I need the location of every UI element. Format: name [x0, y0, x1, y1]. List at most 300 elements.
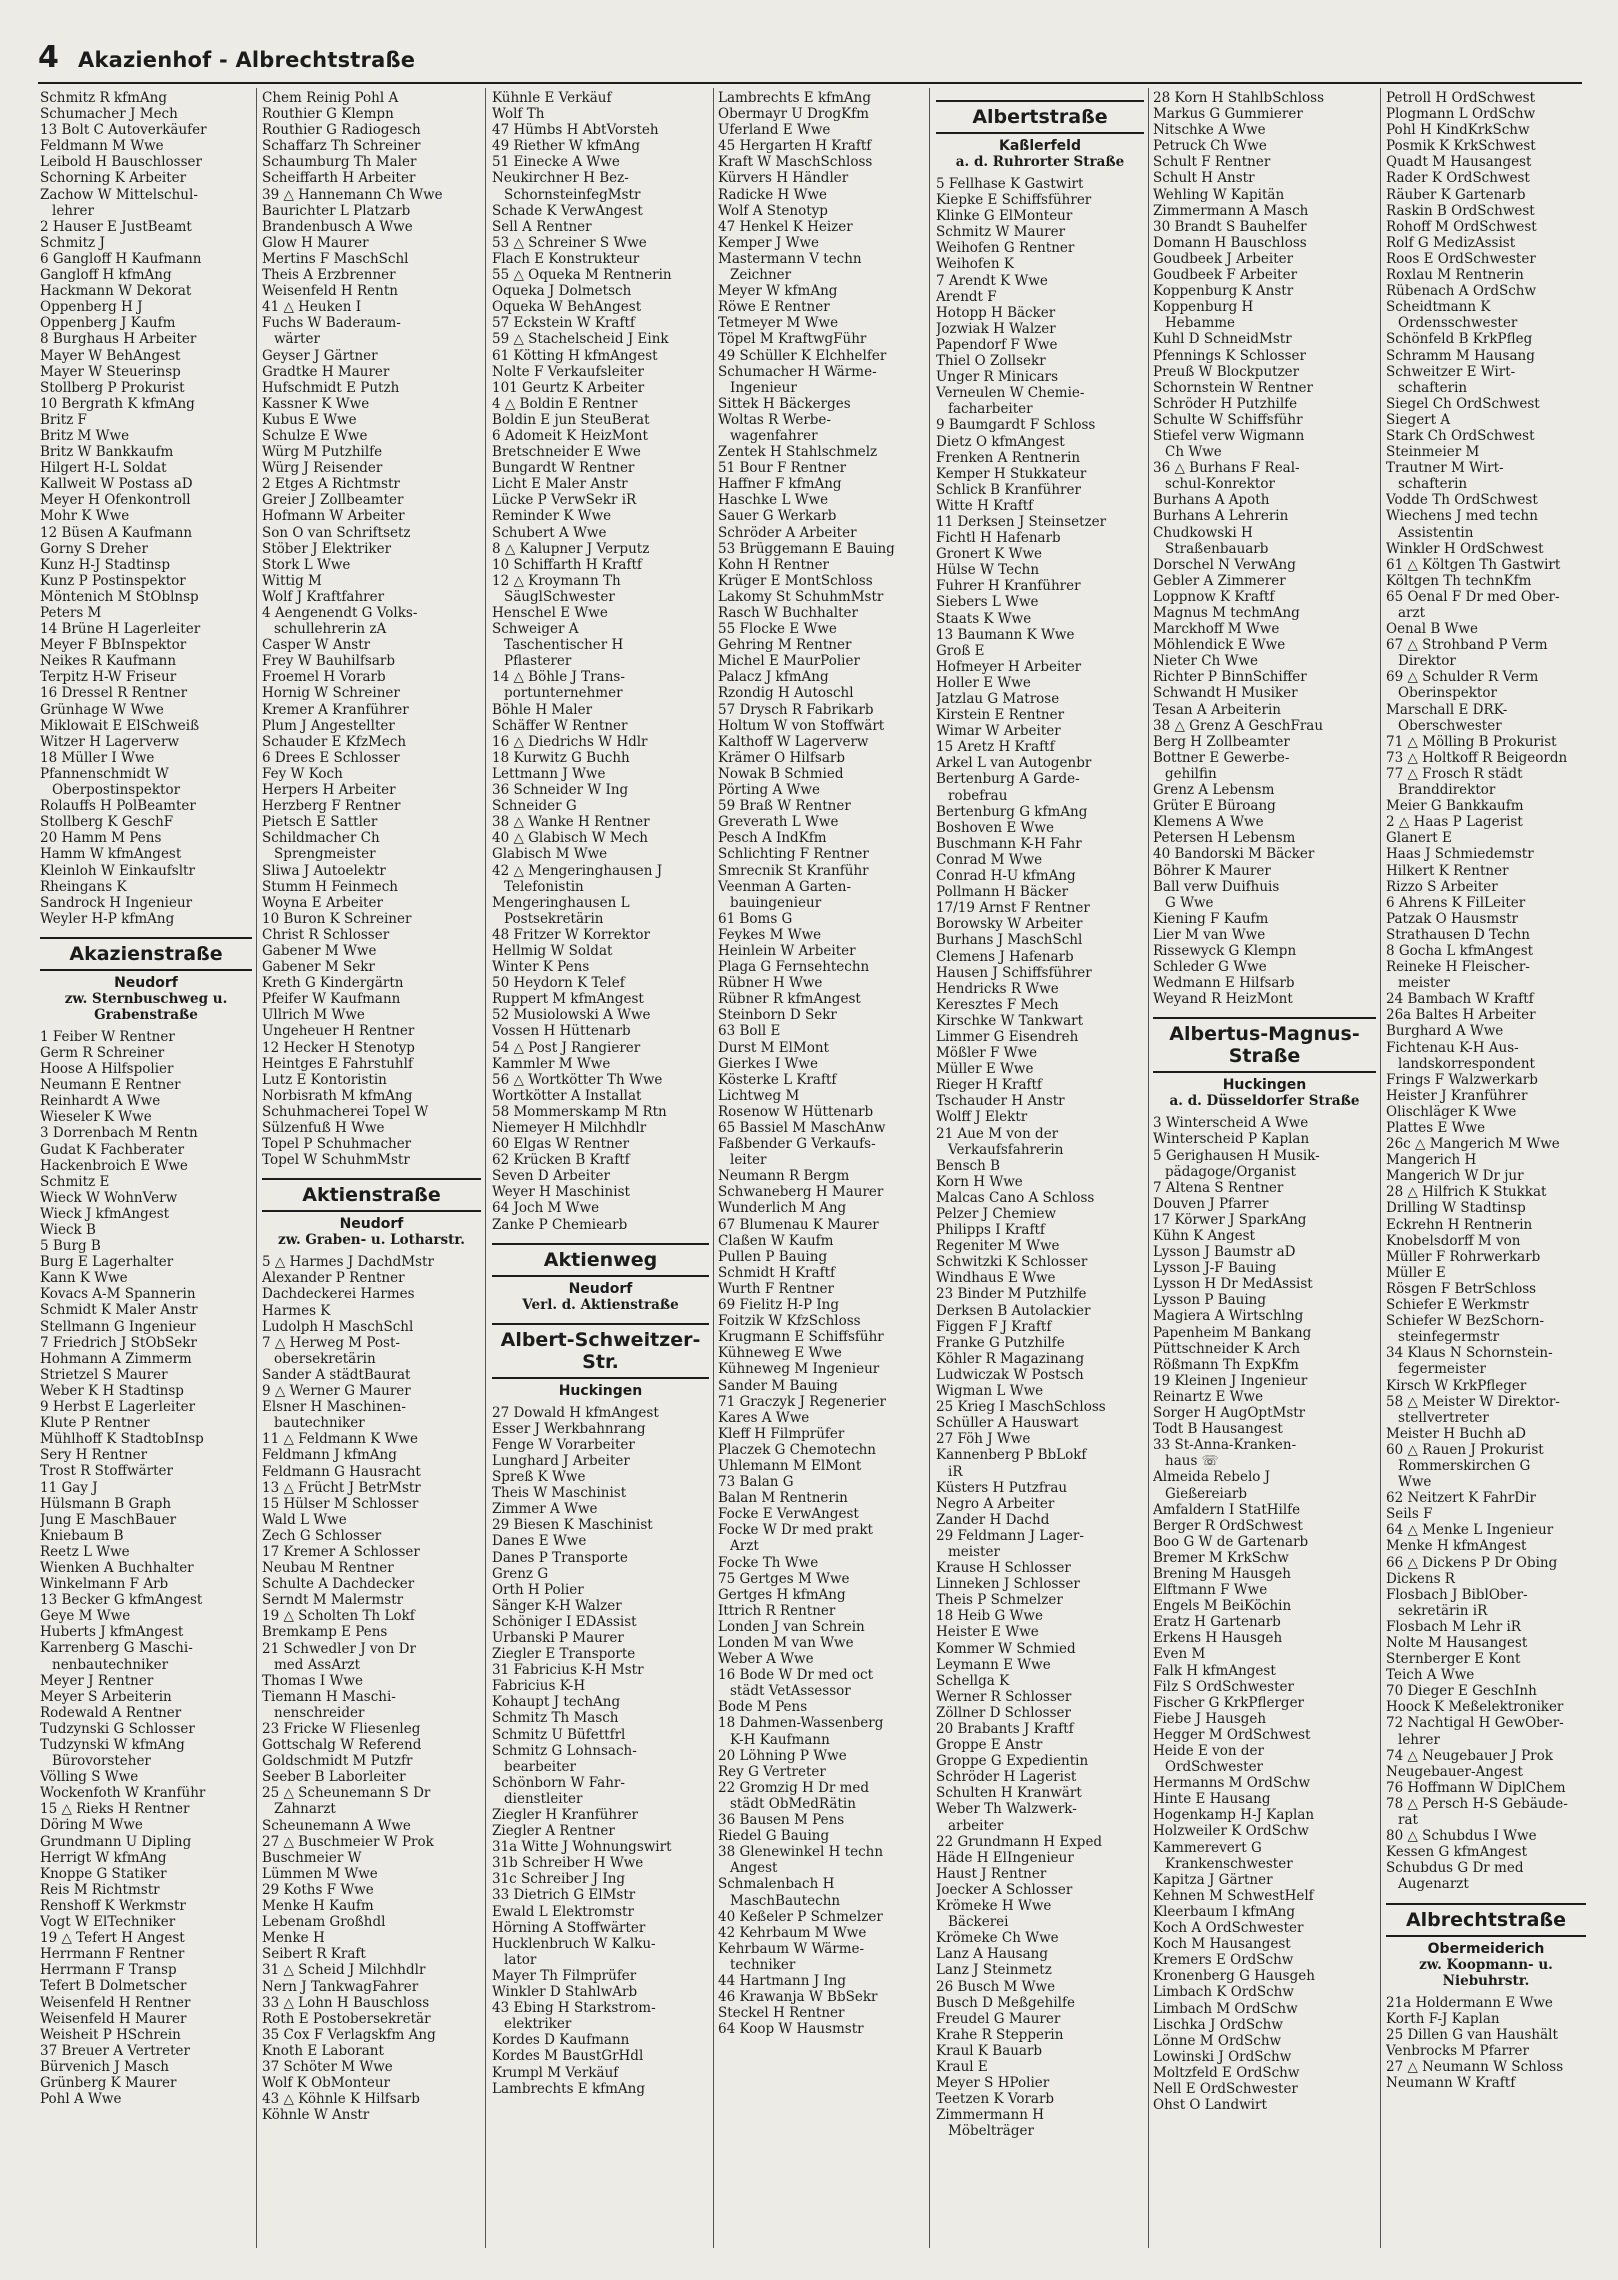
resident-entry: Neumann R Bergm — [718, 1168, 850, 1185]
resident-entry: Mangerich H — [1386, 1152, 1477, 1169]
resident-entry: Chudkowski H — [1153, 524, 1253, 541]
entry-continuation: Assistentin — [1398, 524, 1474, 541]
resident-entry: Glabisch M Wwe — [492, 846, 608, 863]
resident-entry: Hülsmann B Graph — [40, 1495, 172, 1512]
entry-continuation: Ingenieur — [730, 379, 797, 396]
resident-entry: Lunghard J Arbeiter — [492, 1452, 630, 1469]
resident-entry: Esser J Werkbahnrang — [492, 1420, 646, 1437]
resident-entry: Seven D Arbeiter — [492, 1168, 610, 1185]
resident-entry: 26a Baltes H Arbeiter — [1386, 1007, 1536, 1024]
resident-entry: 73 △ Holtkoff R Beigeordn — [1386, 749, 1568, 766]
resident-entry: Klute P Rentner — [40, 1415, 150, 1432]
resident-entry: Kohaupt J techAng — [492, 1694, 621, 1711]
resident-entry: Feldmann G Hausracht — [262, 1463, 421, 1480]
resident-entry: Ewald L Elektromstr — [492, 1903, 634, 1920]
resident-entry: 5 △ Harmes J DachdMstr — [262, 1254, 434, 1271]
resident-entry: 56 △ Wortkötter Th Wwe — [492, 1071, 663, 1088]
resident-entry: Keresztes F Mech — [936, 996, 1059, 1013]
resident-entry: Frings F Walzwerkarb — [1386, 1071, 1538, 1088]
resident-entry: 65 Oenal F Dr med Ober- — [1386, 588, 1560, 605]
resident-entry: 42 Kehrbaum M Wwe — [718, 1924, 867, 1941]
resident-entry: 2 Hauser E JustBeamt — [40, 218, 192, 235]
entry-continuation: Hebamme — [1165, 315, 1236, 332]
resident-entry: Fenge W Vorarbeiter — [492, 1436, 635, 1453]
resident-entry: Schuhmacherei Topel W — [262, 1103, 429, 1120]
resident-entry: Reetz L Wwe — [40, 1543, 130, 1560]
resident-entry: Frey W Bauhilfsarb — [262, 653, 395, 670]
district-label: Neudorf — [114, 974, 178, 991]
resident-entry: Fuchs W Baderaum- — [262, 315, 401, 332]
resident-entry: 71 Graczyk J Regenerier — [718, 1393, 886, 1410]
resident-entry: Kiening F Kaufm — [1153, 910, 1269, 927]
resident-entry: Petersen H Lebensm — [1153, 830, 1296, 847]
resident-entry: Mayer W Steuerinsp — [40, 363, 181, 380]
resident-entry: 8 △ Kalupner J Verputz — [492, 540, 650, 557]
resident-entry: 65 Bassiel M MaschAnw — [718, 1120, 886, 1136]
resident-entry: Verneulen W Chemie- — [936, 385, 1085, 402]
resident-entry: Rissewyck G Klempn — [1153, 942, 1297, 959]
resident-entry: Heister E Wwe — [936, 1624, 1039, 1641]
resident-entry: Brening M Hausgeh — [1153, 1565, 1291, 1582]
resident-entry: Müller E Wwe — [936, 1061, 1034, 1078]
resident-entry: Tudzynski G Schlosser — [40, 1720, 195, 1737]
resident-entry: Trautner M Wirt- — [1386, 460, 1504, 477]
resident-entry: Schulten H Kranwärt — [936, 1785, 1082, 1802]
resident-entry: Rösgen F BetrSchloss — [1386, 1280, 1537, 1297]
resident-entry: Woyna E Arbeiter — [262, 894, 383, 911]
resident-entry: Hausen J Schiffsführer — [936, 964, 1092, 981]
resident-entry: Küsters H Putzfrau — [936, 1479, 1068, 1496]
resident-entry: 38 △ Grenz A GeschFrau — [1153, 717, 1324, 734]
resident-entry: Fiebe J Hausgeh — [1153, 1710, 1267, 1727]
resident-entry: Haffner F kfmAng — [718, 476, 842, 493]
resident-entry: Linneken J Schlosser — [936, 1576, 1080, 1593]
resident-entry: Weisenfeld H Rentner — [40, 1994, 191, 2011]
resident-entry: Schulze E Wwe — [262, 427, 368, 444]
resident-entry: Zanke P Chemiearb — [492, 1216, 628, 1233]
resident-entry: 61 Kötting H kfmAngest — [492, 347, 658, 364]
resident-entry: Schubdus G Dr med — [1386, 1860, 1524, 1877]
entry-continuation: Oberpostinspektor — [52, 782, 181, 799]
resident-entry: Köhler R Magazinang — [936, 1350, 1085, 1367]
entry-continuation: meister — [948, 1543, 1000, 1560]
resident-entry: Regeniter M Wwe — [936, 1238, 1060, 1255]
entry-continuation: gehilfin — [1165, 765, 1217, 782]
resident-entry: Hackmann W Dekorat — [40, 283, 192, 300]
resident-entry: 17 Kremer A Schlosser — [262, 1543, 420, 1560]
resident-entry: 67 Blumenau K Maurer — [718, 1216, 879, 1233]
resident-entry: Rasch W Buchhalter — [718, 605, 858, 621]
entry-continuation: Sprengmeister — [274, 846, 376, 863]
resident-entry: Döring M Wwe — [40, 1817, 143, 1834]
resident-entry: 11 △ Feldmann K Wwe — [262, 1431, 419, 1448]
resident-entry: Theis A Erzbrenner — [262, 267, 396, 284]
resident-entry: Mößler F Wwe — [936, 1045, 1038, 1062]
resident-entry: Schwandt H Musiker — [1153, 685, 1298, 702]
resident-entry: Ohst O Landwirt — [1153, 2097, 1267, 2114]
page-number: 4 — [38, 40, 59, 75]
resident-entry: 36 Schneider W Ing — [492, 782, 629, 799]
resident-entry: Rodewald A Rentner — [40, 1704, 182, 1721]
resident-entry: Rübner R kfmAngest — [718, 991, 861, 1008]
resident-entry: Feldmann J kfmAng — [262, 1447, 397, 1464]
resident-entry: Lanz A Hausang — [936, 1946, 1048, 1963]
resident-entry: 63 Boll E — [718, 1023, 781, 1040]
resident-entry: Woltas R Werbe- — [718, 411, 831, 428]
resident-entry: 69 △ Schulder R Verm — [1386, 669, 1539, 686]
resident-entry: Uhlemann M ElMont — [718, 1457, 862, 1474]
resident-entry: Kammerevert G — [1153, 1839, 1262, 1856]
resident-entry: Frenken A Rentnerin — [936, 449, 1081, 466]
resident-entry: Kleerbaum I kfmAng — [1153, 1903, 1296, 1920]
resident-entry: Zech G Schlosser — [262, 1527, 382, 1544]
resident-entry: 9 Baumgardt F Schloss — [936, 417, 1096, 434]
resident-entry: Steckel H Rentner — [718, 2005, 845, 2022]
resident-entry: Oenal B Wwe — [1386, 621, 1479, 638]
resident-entry: Krömeke Ch Wwe — [936, 1930, 1059, 1947]
resident-entry: Oqueka J Dolmetsch — [492, 283, 632, 300]
resident-entry: Lettmann J Wwe — [492, 765, 606, 782]
entry-continuation: schafterin — [1398, 379, 1468, 396]
resident-entry: Schmitz J — [40, 234, 105, 251]
resident-entry: Trost R Stoffwärter — [40, 1463, 174, 1480]
resident-entry: Krahe R Stepperin — [936, 2026, 1064, 2043]
entry-continuation: SäuglSchwester — [504, 588, 615, 605]
resident-entry: Hofmeyer H Arbeiter — [936, 658, 1082, 675]
resident-entry: Krömeke H Wwe — [936, 1898, 1052, 1915]
resident-entry: Papendorf F Wwe — [936, 336, 1058, 353]
resident-entry: Gebler A Zimmerer — [1153, 572, 1286, 589]
resident-entry: Würg J Reisender — [262, 460, 383, 477]
resident-entry: Riedel G Bauing — [718, 1828, 830, 1845]
resident-entry: Stumm H Feinmech — [262, 878, 399, 895]
resident-entry: Kreth G Kindergärtn — [262, 975, 404, 992]
resident-entry: Jung E MaschBauer — [40, 1511, 177, 1528]
resident-entry: 66 △ Dickens P Dr Obing — [1386, 1554, 1558, 1571]
resident-entry: Neikes R Kaufmann — [40, 653, 177, 670]
entry-continuation: städt VetAssessor — [730, 1683, 851, 1700]
resident-entry: Greier J Zollbeamter — [262, 492, 404, 509]
resident-entry: 31 Fabricius K-H Mstr — [492, 1662, 644, 1679]
resident-entry: Magiera A Wirtschlng — [1153, 1308, 1304, 1325]
resident-entry: Lanz J Steinmetz — [936, 1962, 1052, 1979]
resident-entry: Bremkamp E Pens — [262, 1624, 388, 1641]
entry-continuation: MaschBautechn — [730, 1892, 841, 1909]
resident-entry: 50 Heydorn K Telef — [492, 975, 625, 992]
resident-entry: Palacz J kfmAng — [718, 669, 829, 686]
resident-entry: 22 Gromzig H Dr med — [718, 1779, 870, 1796]
resident-entry: Bottner E Gewerbe- — [1153, 749, 1290, 766]
resident-entry: 9 Herbst E Lagerleiter — [40, 1399, 196, 1416]
resident-entry: Möhlendick E Wwe — [1153, 637, 1286, 654]
district-label: Obermeiderich — [1427, 1940, 1545, 1957]
resident-entry: Hotopp H Bäcker — [936, 304, 1056, 321]
resident-entry: Focke Th Wwe — [718, 1554, 819, 1571]
resident-entry: Kares A Wwe — [718, 1409, 810, 1426]
resident-entry: Karrenberg G Maschi- — [40, 1640, 193, 1657]
directory-column-2 — [262, 90, 481, 2250]
resident-entry: Kammler M Wwe — [492, 1055, 611, 1072]
resident-entry: Buschmann K-H Fahr — [936, 835, 1082, 852]
resident-entry: Brandenbusch A Wwe — [262, 218, 413, 235]
resident-entry: Pfeifer W Kaufmann — [262, 991, 401, 1008]
resident-entry: Krause H Schlosser — [936, 1560, 1071, 1577]
resident-entry: Hinte E Hausang — [1153, 1791, 1271, 1808]
resident-entry: Weber A Wwe — [718, 1651, 814, 1668]
resident-entry: Herrmann F Transp — [40, 1962, 177, 1979]
resident-entry: Schwaneberg H Maurer — [718, 1184, 884, 1201]
resident-entry: 10 Schiffarth H Kraftf — [492, 556, 642, 573]
resident-entry: Mertins F MaschSchl — [262, 250, 409, 267]
resident-entry: Rader K OrdSchwest — [1386, 170, 1530, 187]
resident-entry: 6 Drees E Schlosser — [262, 749, 400, 766]
resident-entry: Werner R Schlosser — [936, 1688, 1072, 1705]
resident-entry: Pfennings K Schlosser — [1153, 347, 1306, 364]
resident-entry: Korth F-J Kaplan — [1386, 2010, 1500, 2027]
resident-entry: Renshoff K Werkmstr — [40, 1897, 186, 1914]
resident-entry: 33 Dietrich G ElMstr — [492, 1887, 636, 1904]
resident-entry: Kannenberg P BbLokf — [936, 1447, 1087, 1464]
resident-entry: Rolauffs H PolBeamter — [40, 798, 196, 815]
resident-entry: Placzek G Chemotechn — [718, 1441, 876, 1458]
resident-entry: 27 △ Neumann W Schloss — [1386, 2058, 1564, 2075]
resident-entry: Tschauder H Anstr — [936, 1093, 1065, 1110]
resident-entry: Räuber K Gartenarb — [1386, 186, 1526, 203]
resident-entry: Kremers E OrdSchw — [1153, 1952, 1294, 1969]
resident-entry: 26 Busch M Wwe — [936, 1978, 1056, 1995]
resident-entry: Lambrechts E kfmAng — [718, 90, 872, 106]
resident-entry: 59 △ Stachelscheid J Eink — [492, 331, 669, 348]
entry-continuation: wärter — [274, 331, 320, 348]
resident-entry: Thomas I Wwe — [262, 1672, 363, 1689]
resident-entry: 42 △ Mengeringhausen J — [492, 862, 663, 879]
resident-entry: Schäffer W Rentner — [492, 717, 628, 734]
entry-continuation: wagenfahrer — [730, 427, 818, 444]
resident-entry: 28 Korn H StahlbSchloss — [1153, 90, 1325, 106]
resident-entry: 58 Mommerskamp M Rtn — [492, 1103, 667, 1120]
resident-entry: Wunderlich M Ang — [718, 1200, 847, 1217]
resident-entry: 13 Bolt C Autoverkäufer — [40, 122, 207, 139]
resident-entry: Urbanski P Maurer — [492, 1629, 624, 1646]
resident-entry: Olischläger K Wwe — [1386, 1103, 1517, 1120]
resident-entry: Schumacher H Wärme- — [718, 363, 877, 380]
resident-entry: Hilgert H-L Soldat — [40, 460, 167, 477]
resident-entry: Weisheit P HSchrein — [40, 2026, 181, 2043]
resident-entry: Gertges H kfmAng — [718, 1586, 846, 1603]
entry-continuation: Rommerskirchen G — [1398, 1457, 1531, 1474]
resident-entry: Patzak O Hausmstr — [1386, 910, 1518, 927]
resident-entry: Markus G Gummierer — [1153, 106, 1303, 123]
resident-entry: Schult F Rentner — [1153, 154, 1271, 171]
resident-entry: 4 △ Boldin E Rentner — [492, 395, 638, 412]
resident-entry: 80 △ Schubdus I Wwe — [1386, 1828, 1537, 1845]
resident-entry: Meyer S HPolier — [936, 2075, 1050, 2092]
resident-entry: Lambrechts E kfmAng — [492, 2080, 646, 2097]
resident-entry: Wiechens J med techn — [1386, 508, 1538, 525]
resident-entry: 38 Glenewinkel H techn — [718, 1844, 884, 1861]
resident-entry: Theis P Schmelzer — [936, 1592, 1063, 1609]
resident-entry: 15 Aretz H Kraftf — [936, 739, 1055, 756]
resident-entry: Neubau M Rentner — [262, 1560, 394, 1577]
resident-entry: Limbach K OrdSchw — [1153, 1984, 1294, 2001]
resident-entry: Lutz E Kontoristin — [262, 1071, 387, 1088]
resident-entry: Filz S OrdSchwester — [1153, 1678, 1294, 1695]
entry-continuation: Oberinspektor — [1398, 685, 1497, 702]
resident-entry: Mohr K Wwe — [40, 508, 130, 525]
resident-entry: Witte H Kraftf — [936, 497, 1034, 514]
entry-continuation: fegermeister — [1398, 1361, 1486, 1378]
resident-entry: Steinmeier M — [1386, 444, 1480, 461]
resident-entry: Bremer M KrkSchw — [1153, 1549, 1289, 1566]
resident-entry: 5 Gerighausen H Musik- — [1153, 1147, 1320, 1164]
entry-continuation: nenbautechniker — [52, 1656, 169, 1673]
entry-continuation: G Wwe — [1165, 894, 1214, 911]
resident-entry: Sandrock H Ingenieur — [40, 894, 193, 911]
resident-entry: Schönborn W Fahr- — [492, 1774, 625, 1791]
resident-entry: 71 △ Mölling B Prokurist — [1386, 733, 1557, 750]
resident-entry: Wigman L Wwe — [936, 1383, 1044, 1400]
resident-entry: Son O van Schriftsetz — [262, 524, 411, 541]
resident-entry: Groppe E Anstr — [936, 1737, 1043, 1754]
resident-entry: Menke H Kaufm — [262, 1898, 374, 1915]
resident-entry: Germ R Schreiner — [40, 1044, 165, 1061]
resident-entry: Bode M Pens — [718, 1699, 808, 1716]
resident-entry: Krämer O Hilfsarb — [718, 749, 845, 766]
resident-entry: Venbrocks M Pfarrer — [1386, 2042, 1529, 2059]
resident-entry: Böhrer K Maurer — [1153, 862, 1271, 879]
resident-entry: Hornig W Schreiner — [262, 685, 400, 702]
entry-continuation: Zeichner — [730, 267, 792, 284]
resident-entry: Spreß K Wwe — [492, 1469, 586, 1486]
resident-entry: Röwe E Rentner — [718, 299, 830, 316]
resident-entry: Sternberger E Kont — [1386, 1651, 1521, 1668]
resident-entry: Rey G Vertreter — [718, 1763, 826, 1780]
resident-entry: 19 Kleinen J Ingenieur — [1153, 1372, 1308, 1389]
resident-entry: Huberts J kfmAngest — [40, 1624, 184, 1641]
resident-entry: Domann H Bauschloss — [1153, 234, 1307, 251]
entry-continuation: arzt — [1398, 605, 1426, 621]
resident-entry: Hörning A Stoffwärter — [492, 1919, 646, 1936]
resident-entry: Hermanns M OrdSchw — [1153, 1775, 1311, 1792]
resident-entry: Holtum W von Stoffwärt — [718, 717, 885, 734]
resident-entry: Claßen W Kaufm — [718, 1232, 834, 1249]
resident-entry: Schmitz U Büfettfrl — [492, 1726, 626, 1743]
entry-continuation: elektriker — [504, 2016, 572, 2033]
resident-entry: 5 Fellhase K Gastwirt — [936, 176, 1084, 192]
resident-entry: Hofmann W Arbeiter — [262, 508, 405, 525]
entry-continuation: Telefonistin — [504, 878, 584, 895]
resident-entry: Zöllner D Schlosser — [936, 1704, 1071, 1721]
resident-entry: Ungeheuer H Rentner — [262, 1023, 415, 1040]
resident-entry: Conrad H-U kfmAng — [936, 868, 1076, 885]
street-heading: Aktienweg — [492, 1243, 709, 1277]
resident-entry: 39 △ Hannemann Ch Wwe — [262, 186, 443, 203]
entry-continuation: techniker — [730, 1956, 796, 1973]
resident-entry: 76 Hoffmann W DiplChem — [1386, 1779, 1566, 1796]
resident-entry: Rübenach A OrdSchw — [1386, 283, 1537, 300]
entry-continuation: robefrau — [948, 787, 1008, 804]
resident-entry: Mangerich W Dr jur — [1386, 1168, 1524, 1185]
resident-entry: Londen J van Schrein — [718, 1618, 865, 1635]
resident-entry: Püttschneider K Arch — [1153, 1340, 1301, 1357]
resident-entry: 31a Witte J Wohnungswirt — [492, 1839, 672, 1856]
resident-entry: 22 Grundmann H Exped — [936, 1833, 1103, 1850]
resident-entry: Schöniger I EDAssist — [492, 1613, 637, 1630]
resident-entry: 44 Hartmann J Ing — [718, 1972, 847, 1989]
resident-entry: Burhans A Lehrerin — [1153, 508, 1289, 525]
directory-column-7 — [1386, 90, 1586, 2250]
resident-entry: Britz W Bankkaufm — [40, 444, 174, 461]
resident-entry: Rosenow W Hüttenarb — [718, 1103, 874, 1120]
resident-entry: 20 Brabants J Kraftf — [936, 1721, 1074, 1737]
resident-entry: 14 △ Böhle J Trans- — [492, 669, 625, 686]
resident-entry: Staats K Wwe — [936, 610, 1032, 627]
resident-entry: Schorning K Arbeiter — [40, 170, 187, 187]
resident-entry: Uferland E Wwe — [718, 122, 831, 139]
resident-entry: 20 Löhning P Wwe — [718, 1747, 847, 1764]
resident-entry: Ziegler A Rentner — [492, 1823, 615, 1840]
resident-entry: 12 Büsen A Kaufmann — [40, 524, 193, 541]
resident-entry: Koppenburg H — [1153, 299, 1254, 316]
resident-entry: Weber Th Walzwerk- — [936, 1801, 1077, 1818]
resident-entry: Peters M — [40, 605, 102, 621]
resident-entry: 78 △ Persch H-S Gebäude- — [1386, 1795, 1568, 1812]
resident-entry: 36 △ Burhans F Real- — [1153, 460, 1300, 477]
resident-entry: Philipps I Kraftf — [936, 1222, 1045, 1239]
resident-entry: 13 Becker G kfmAngest — [40, 1592, 203, 1609]
resident-entry: 62 Krücken B Kraftf — [492, 1152, 630, 1169]
resident-entry: 13 Baumann K Wwe — [936, 626, 1075, 643]
resident-entry: Posmik K KrkSchwest — [1386, 138, 1536, 155]
resident-entry: Koppenburg K Anstr — [1153, 283, 1294, 300]
resident-entry: Zentek H Stahlschmelz — [718, 444, 878, 461]
resident-entry: Obermayr U DrogKfm — [718, 106, 869, 123]
entry-continuation: nenschreider — [274, 1704, 365, 1721]
resident-entry: Unger R Minicars — [936, 369, 1059, 386]
resident-entry: Wolff J Elektr — [936, 1109, 1028, 1126]
resident-entry: 6 Gangloff H Kaufmann — [40, 250, 202, 267]
resident-entry: Feldmann M Wwe — [40, 138, 164, 155]
resident-entry: Focke E VerwAngest — [718, 1506, 859, 1523]
resident-entry: Holzweiler K OrdSchw — [1153, 1823, 1309, 1840]
resident-entry: Stollberg P Prokurist — [40, 379, 185, 396]
resident-entry: Klemens A Wwe — [1153, 814, 1264, 831]
resident-entry: Weber K H Stadtinsp — [40, 1382, 184, 1399]
resident-entry: Schweiger A — [492, 621, 579, 638]
resident-entry: Knoth E Laborant — [262, 2042, 384, 2059]
resident-entry: Gierkes I Wwe — [718, 1055, 818, 1072]
resident-entry: Pollmann H Bäcker — [936, 884, 1069, 901]
entry-continuation: städt ObMedRätin — [730, 1795, 856, 1812]
resident-entry: Kirstein E Rentner — [936, 707, 1065, 724]
resident-entry: Grundmann U Dipling — [40, 1833, 192, 1850]
resident-entry: Schmitz R kfmAng — [40, 90, 167, 106]
resident-entry: Kunz H-J Stadtinsp — [40, 556, 170, 573]
resident-entry: Hendricks R Wwe — [936, 980, 1059, 997]
entry-continuation: Augenarzt — [1398, 1876, 1469, 1893]
entry-continuation: pädagoge/Organist — [1165, 1163, 1296, 1180]
entry-continuation: rat — [1398, 1812, 1418, 1829]
resident-entry: Londen M van Wwe — [718, 1635, 854, 1651]
entry-continuation: Angest — [730, 1860, 778, 1877]
resident-entry: Lysson J-F Bauing — [1153, 1260, 1277, 1277]
resident-entry: Jozwiak H Walzer — [936, 320, 1056, 337]
resident-entry: Reinartz E Wwe — [1153, 1388, 1264, 1405]
resident-entry: Durst M ElMont — [718, 1039, 829, 1056]
resident-entry: Nolte F Verkaufsleiter — [492, 363, 644, 380]
resident-entry: 27 Dowald H kfmAngest — [492, 1404, 659, 1421]
resident-entry: Kleinloh W Einkaufsltr — [40, 862, 195, 879]
